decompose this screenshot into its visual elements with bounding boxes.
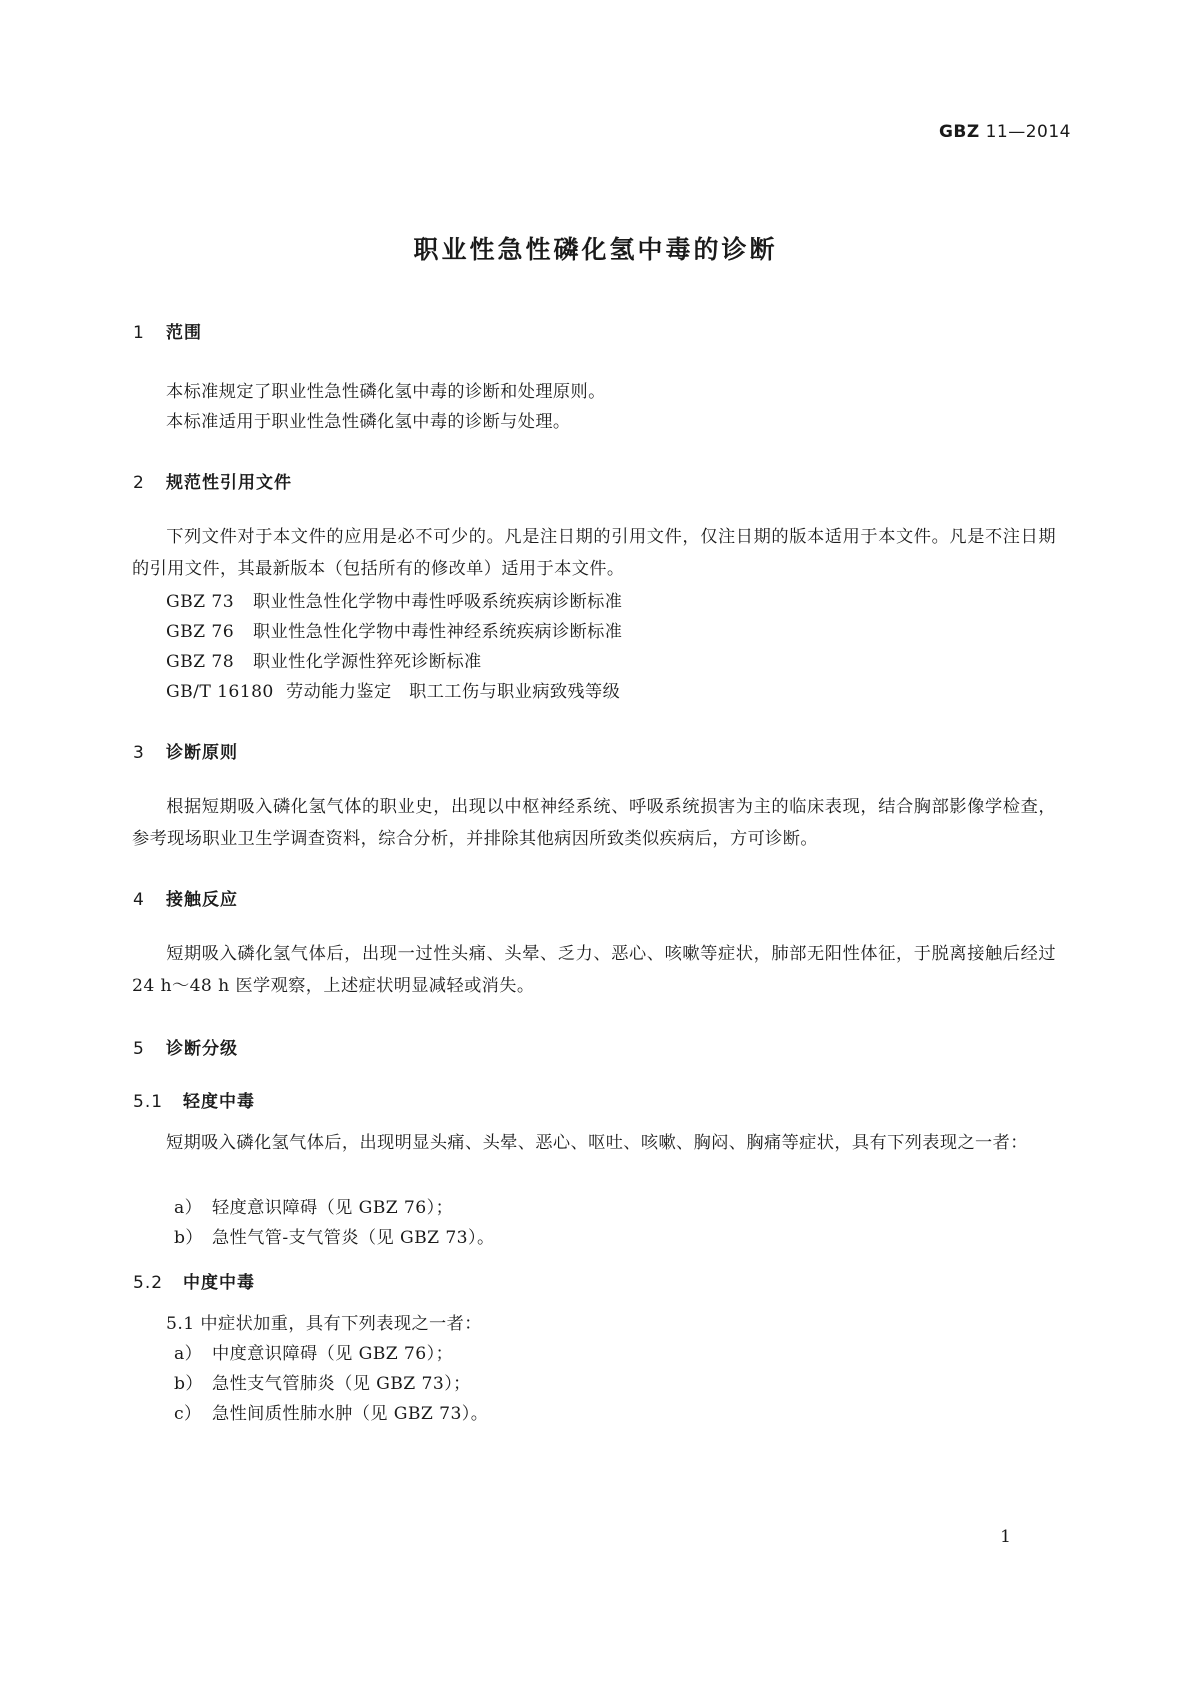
- reference-title: 职业性急性化学物中毒性神经系统疾病诊断标准: [253, 622, 623, 642]
- section-title: 规范性引用文件: [166, 473, 292, 493]
- list-item: [174, 1339, 453, 1364]
- section-number: 5.2: [133, 1273, 164, 1293]
- reference-code: GBZ 73: [166, 592, 235, 612]
- reference-code: GBZ 78: [166, 652, 235, 672]
- paragraph-text: 短期吸入磷化氢气体后，出现一过性头痛、头晕、乏力、恶心、咳嗽等症状，肺部无阳性体征，于脱离接触后经过 24 h～48 h 医学观察，上述症状明显减轻或消失。: [132, 944, 1056, 996]
- subsection-5-2-heading: [133, 1268, 255, 1293]
- reference-title: 职业性化学源性猝死诊断标准: [253, 652, 482, 672]
- paragraph: [132, 1127, 1056, 1159]
- paragraph-text: 下列文件对于本文件的应用是必不可少的。凡是注日期的引用文件，仅注日期的版本适用于本文件。凡是不注日期的引用文件，其最新版本（包括所有的修改单）适用于本文件。: [132, 527, 1056, 579]
- list-marker: b）: [174, 1228, 203, 1248]
- page-number: 1: [1000, 1527, 1011, 1547]
- paragraph: 本标准适用于职业性急性磷化氢中毒的诊断与处理。: [166, 412, 571, 432]
- reference-item: [166, 587, 622, 612]
- section-number: 1: [133, 323, 145, 343]
- section-3-heading: [133, 738, 238, 763]
- list-item: [174, 1223, 495, 1248]
- section-1-heading: [133, 318, 202, 343]
- paragraph-text: 根据短期吸入磷化氢气体的职业史，出现以中枢神经系统、呼吸系统损害为主的临床表现，结合胸部影像学检查，参考现场职业卫生学调查资料，综合分析，并排除其他病因所致类似疾病后，方可诊断。: [132, 797, 1056, 849]
- paragraph: 本标准规定了职业性急性磷化氢中毒的诊断和处理原则。: [166, 382, 606, 402]
- section-2-heading: [133, 468, 292, 493]
- reference-code: GBZ 76: [166, 622, 235, 642]
- paragraph-text: 短期吸入磷化氢气体后，出现明显头痛、头晕、恶心、呕吐、咳嗽、胸闷、胸痛等症状，具有下列表现之一者：: [166, 1133, 1028, 1153]
- list-item: [174, 1193, 453, 1218]
- list-item: [174, 1399, 488, 1424]
- reference-code: GB/T 16180: [166, 682, 274, 702]
- list-item: [174, 1369, 471, 1394]
- section-number: 3: [133, 743, 145, 763]
- list-marker: b）: [174, 1374, 203, 1394]
- paragraph: [132, 521, 1056, 585]
- section-title: 范围: [166, 323, 202, 343]
- reference-title: 职业性急性化学物中毒性呼吸系统疾病诊断标准: [253, 592, 623, 612]
- list-marker: c）: [174, 1404, 202, 1424]
- reference-item: [166, 677, 620, 702]
- section-5-heading: [133, 1034, 238, 1059]
- standard-code: GBZ: [938, 122, 980, 142]
- section-4-heading: [133, 885, 238, 910]
- section-title: 接触反应: [166, 890, 238, 910]
- section-title: 诊断分级: [166, 1039, 238, 1059]
- section-number: 5.1: [133, 1092, 164, 1112]
- section-title: 中度中毒: [183, 1273, 255, 1293]
- reference-item: [166, 617, 622, 642]
- list-item-text: 急性支气管肺炎（见 GBZ 73）；: [212, 1374, 471, 1394]
- section-number: 4: [133, 890, 145, 910]
- subsection-5-1-heading: [133, 1087, 255, 1112]
- standard-number: 11—2014: [985, 122, 1071, 142]
- paragraph: [132, 791, 1056, 855]
- section-number: 5: [133, 1039, 145, 1059]
- section-title: 诊断原则: [166, 743, 238, 763]
- list-item-text: 急性间质性肺水肿（见 GBZ 73）。: [212, 1404, 489, 1424]
- paragraph: [132, 938, 1056, 1002]
- document-title: 职业性急性磷化氢中毒的诊断: [413, 235, 778, 264]
- section-number: 2: [133, 473, 145, 493]
- section-title: 轻度中毒: [183, 1092, 255, 1112]
- list-marker: a）: [174, 1344, 203, 1364]
- list-item-text: 轻度意识障碍（见 GBZ 76）；: [212, 1198, 454, 1218]
- reference-item: [166, 647, 482, 672]
- reference-title: 劳动能力鉴定 职工工伤与职业病致残等级: [286, 682, 621, 702]
- list-item-text: 急性气管-支气管炎（见 GBZ 73）。: [212, 1228, 495, 1248]
- standard-number-header: [939, 122, 1071, 142]
- list-item-text: 中度意识障碍（见 GBZ 76）；: [212, 1344, 454, 1364]
- paragraph: 5.1 中症状加重，具有下列表现之一者：: [166, 1314, 482, 1334]
- list-marker: a）: [174, 1198, 203, 1218]
